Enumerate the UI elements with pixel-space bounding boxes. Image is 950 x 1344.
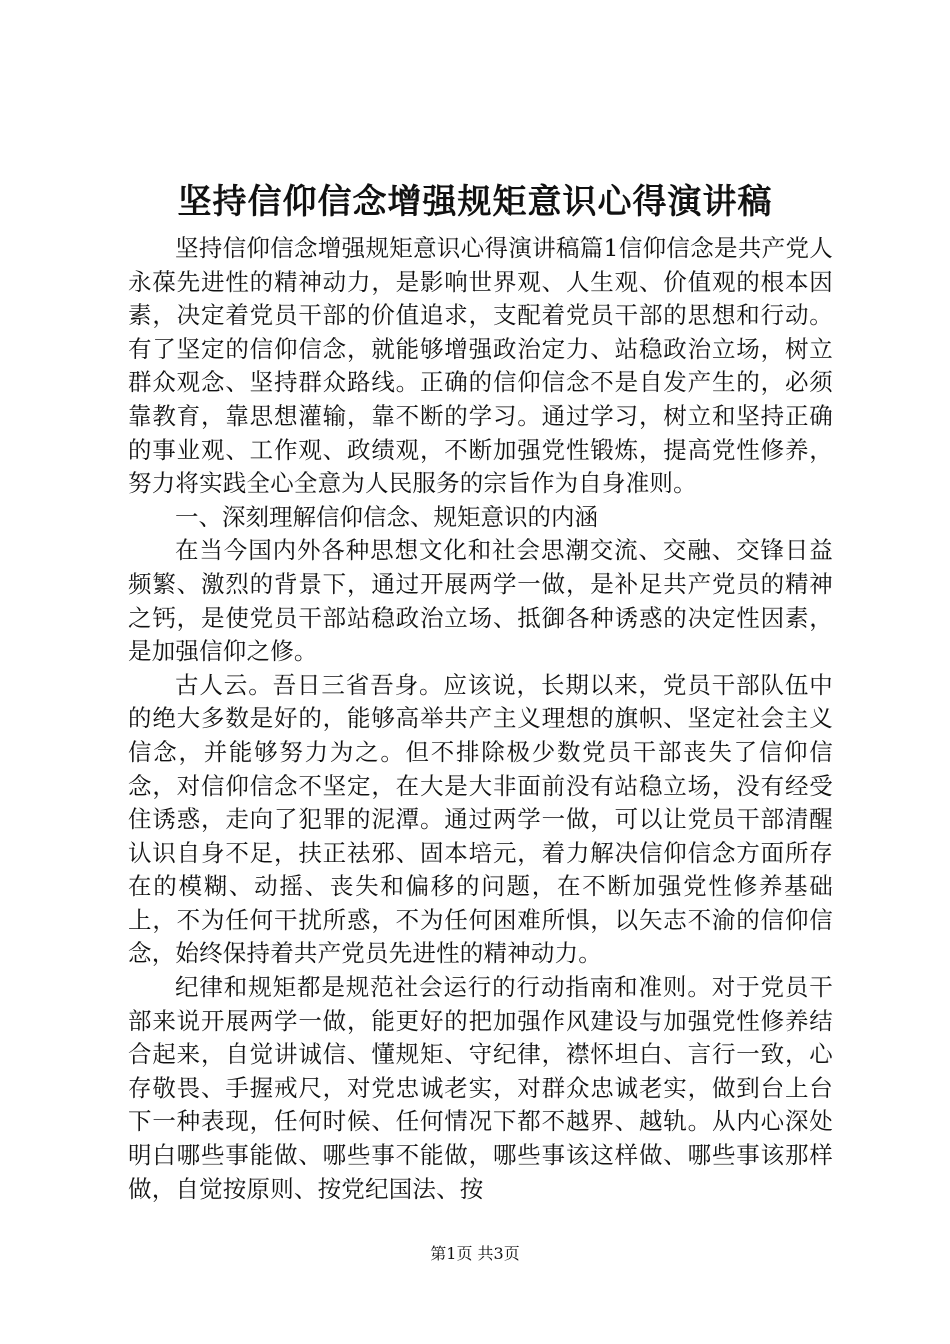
document-title: 坚持信仰信念增强规矩意识心得演讲稿 [177, 182, 773, 222]
paragraph-discipline: 纪律和规矩都是规范社会运行的行动指南和准则。对于党员干部来说开展两学一做，能更好的把加强作风建设与加强党性修养结合起来，自觉讲诚信、懂规矩、守纪律，襟怀坦白、言行一致，心存敬畏、手握戒尺，对党忠诚老实，对群众忠诚老实，做到台上台下一种表现，任何时候、任何情况下都不越界、越轨。从内心深处明白哪些事能做、哪些事不能做，哪些事该这样做、哪些事该那样做，自觉按原则、按党纪国法、按 [128, 973, 833, 1203]
page-number-footer: 第1页 共3页 [430, 1244, 520, 1263]
paragraph-ancient-saying: 古人云。吾日三省吾身。应该说，长期以来，党员干部队伍中的绝大多数是好的，能够高举共产主义理想的旗帜、坚定社会主义信念，并能够努力为之。但不排除极少数党员干部丧失了信仰信念，对信仰信念不坚定，在大是大非面前没有站稳立场，没有经受住诱惑，走向了犯罪的泥潭。通过两学一做，可以让党员干部清醒认识自身不足，扶正祛邪、固本培元，着力解决信仰信念方面所存在的模糊、动摇、丧失和偏移的问题，在不断加强党性修养基础上，不为任何干扰所惑，不为任何困难所惧，以矢志不渝的信仰信念，始终保持着共产党员先进性的精神动力。 [128, 670, 833, 968]
document-body [128, 232, 833, 1206]
section-heading: 一、深刻理解信仰信念、规矩意识的内涵 [175, 502, 598, 531]
paragraph-background: 在当今国内外各种思想文化和社会思潮交流、交融、交锋日益频繁、激烈的背景下，通过开展两学一做，是补足共产党员的精神之钙，是使党员干部站稳政治立场、抵御各种诱惑的决定性因素，是加强信仰之修。 [128, 536, 833, 666]
paragraph-intro: 坚持信仰信念增强规矩意识心得演讲稿篇1信仰信念是共产党人永葆先进性的精神动力，是影响世界观、人生观、价值观的根本因素，决定着党员干部的价值追求，支配着党员干部的思想和行动。有了坚定的信仰信念，就能够增强政治定力、站稳政治立场，树立群众观念、坚持群众路线。正确的信仰信念不是自发产生的，必须靠教育，靠思想灌输，靠不断的学习。通过学习，树立和坚持正确的事业观、工作观、政绩观，不断加强党性锻炼，提高党性修养，努力将实践全心全意为人民服务的宗旨作为自身准则。 [128, 234, 833, 498]
